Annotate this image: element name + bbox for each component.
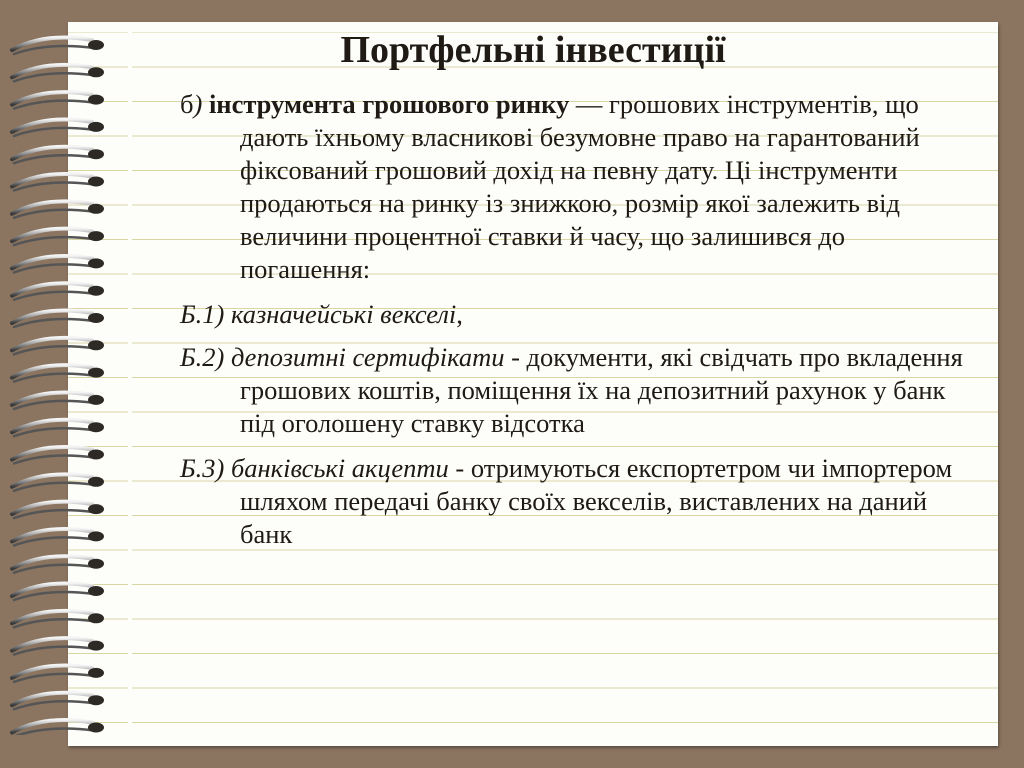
page-title: Портфельні інвестиції (340, 29, 726, 71)
term-money-market: інструмента грошового ринку (208, 89, 570, 119)
item-deposit-certificates: Б.2) депозитні сертифікати - документи, які свідчать про вкладення грошових коштів, поміщення їх на депозитний рахунок у банк під оголошену ставку відсотка (180, 342, 963, 438)
item-bank-acceptances: Б.3) банківські акцепти - отримуються експортетром чи імпортером шляхом передачі банку своїх векселів, виставлених на даний банк (180, 453, 953, 549)
term-bank-acceptances: Б.3) банківські акцепти (180, 453, 449, 483)
term-treasury-bills: Б.1) казначейські векселі (180, 299, 457, 329)
term-deposit-certificates: Б.2) депозитні сертифікати (180, 342, 505, 372)
content-body (180, 88, 980, 563)
item-money-market: б) інструмента грошового ринку — грошових інструментів, що дають їхньому власникові безумовне право на гарантований фіксований грошовий дохід на певну дату. Ці інструменти продаються на ринку із знижкою, розмір якої залежить від величини процентної ставки й часу, що залишився до погашення: (180, 89, 920, 284)
item-treasury-bills: Б.1) казначейські векселі, (180, 299, 463, 329)
